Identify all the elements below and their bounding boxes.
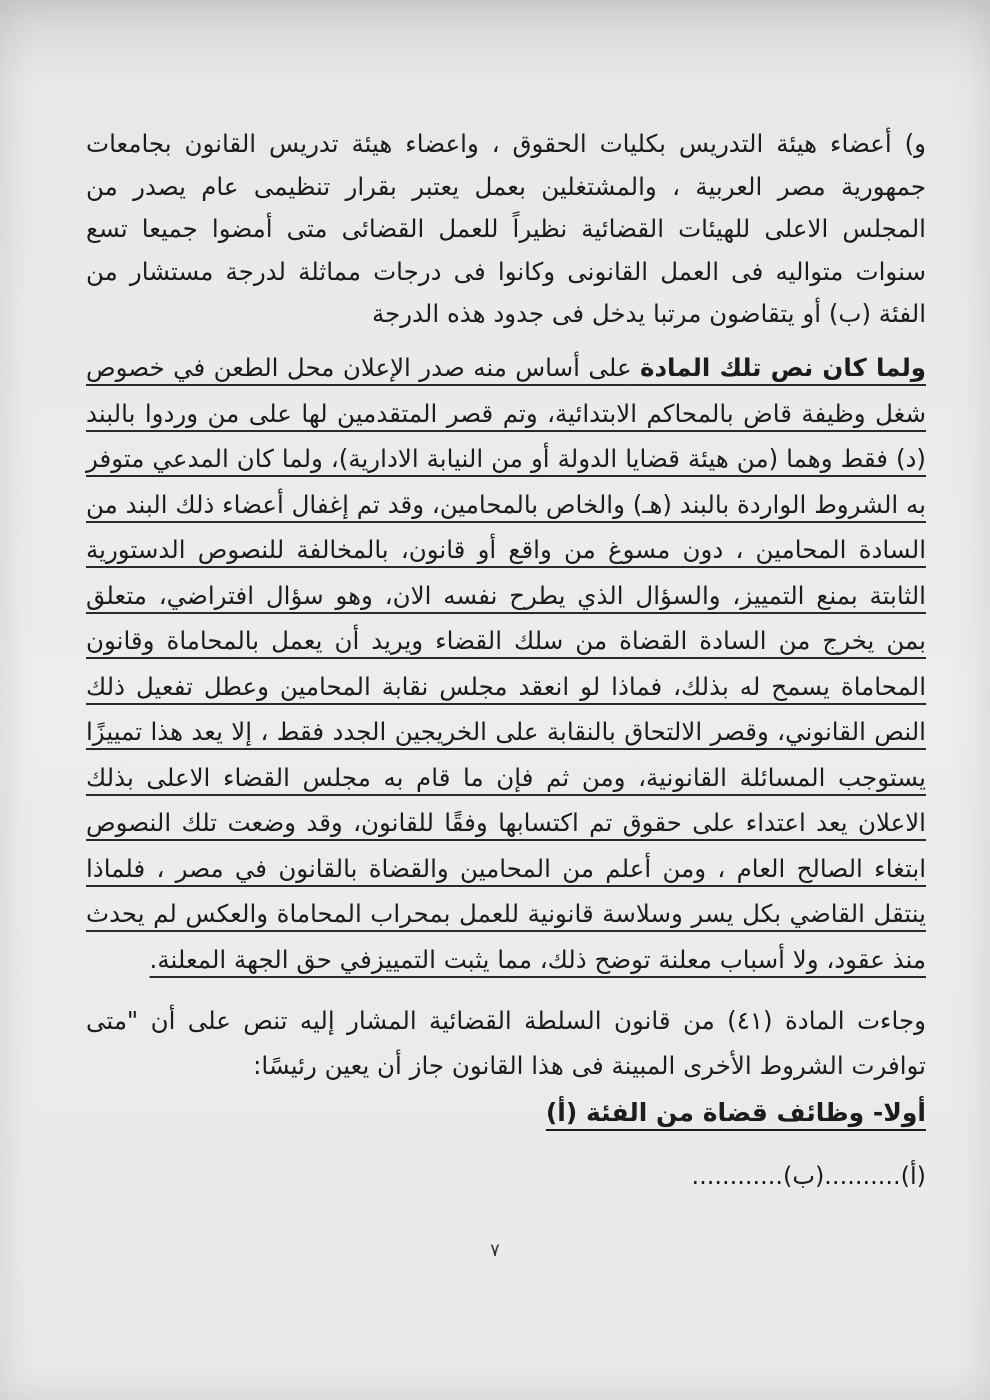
- page-number: ٧: [490, 1240, 500, 1261]
- paragraph-2-body: على أساس منه صدر الإعلان محل الطعن في خصوص شغل وظيفة قاض بالمحاكم الابتدائية، وتم قصر المتقدمين لها على من وردوا بالبند (د) فقط وهما (من هيئة قضايا الدولة أو من النيابة الادارية)، ولما كان المدعي متوفر به الشروط الواردة بالبند (هـ) والخاص بالمحامين، وقد تم إغفال أعضاء ذلك البند من السادة المحامين ، دون مسوغ من واقع أو قانون، بالمخالفة للنصوص الدستورية الثابتة بمنع التمييز، والسؤال الذي يطرح نفسه الان، وهو سؤال افتراضي، متعلق بمن يخرج من السادة القضاة من سلك القضاء ويريد أن يعمل بالمحاماة وقانون المحاماة يسمح له بذلك، فماذا لو انعقد مجلس نقابة المحامين وعطل تفعيل ذلك النص القانوني، وقصر الالتحاق بالنقابة على الخريجين الجدد فقط ، إلا يعد هذا تمييزًا يستوجب المسائلة القانونية، ومن ثم فإن ما قام به مجلس القضاء الاعلى بذلك الاعلان يعد اعتداء على حقوق تم اكتسابها وفقًا للقانون، وقد وضعت تلك النصوص ابتغاء الصالح العام ، ومن أعلم من المحامين والقضاة بالقانون في مصر ، فلماذا ينتقل القاضي بكل يسر وسلاسة قانونية للعمل بمحراب المحاماة والعكس لم يحدث منذ عقود، ولا أسباب معلنة توضح ذلك، مما يثبت التمييزفي حق الجهة المعلنة.: [86, 353, 926, 974]
- paragraph-2-lead: ولما كان نص تلك المادة: [640, 353, 926, 382]
- paragraph-2-text: [86, 345, 926, 982]
- paragraph-3: [86, 998, 926, 1088]
- paragraph-1: [86, 123, 926, 336]
- paragraph-2: [86, 345, 926, 982]
- paragraph-1-text: و) أعضاء هيئة التدريس بكليات الحقوق ، واعضاء هيئة تدريس القانون بجامعات جمهورية مصر العربية ، والمشتغلين بعمل يعتبر بقرار تنظيمى عام يصدر من المجلس الاعلى للهيئات القضائية نظيراً للعمل القضائى متى أمضوا جميعا تسع سنوات متواليه فى العمل القانونى وكانوا فى درجات مماثلة لدرجة مستشار من الفئة (ب) أو يتقاضون مرتبا يدخل فى جدود هذه الدرجة: [86, 129, 926, 328]
- items-line: (أ)..........(ب)............: [691, 1162, 926, 1190]
- section-heading: أولا- وظائف قضاة من الفئة (أ): [545, 1098, 926, 1127]
- paragraph-3-text: وجاءت المادة (٤١) من قانون السلطة القضائية المشار إليه تنص على أن "متى توافرت الشروط الأخرى المبينة فى هذا القانون جاز أن يعين رئيسًا:: [86, 1006, 926, 1080]
